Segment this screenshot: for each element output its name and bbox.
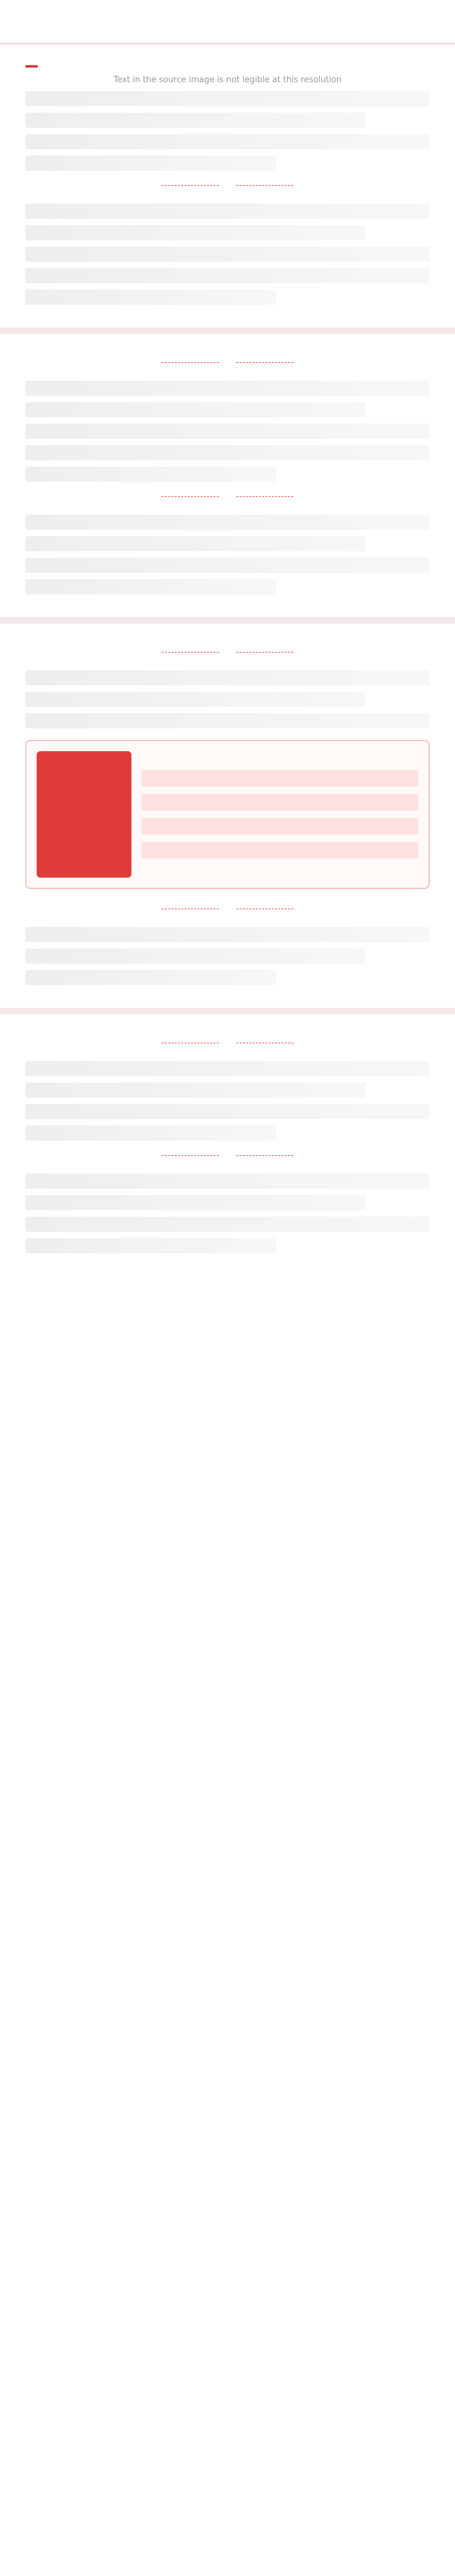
paragraph-placeholder xyxy=(25,1083,365,1098)
paragraph-placeholder xyxy=(25,1174,430,1189)
paragraph-placeholder xyxy=(25,225,365,240)
example-title xyxy=(25,900,430,916)
paragraph-placeholder xyxy=(25,134,430,149)
paragraph-placeholder xyxy=(25,247,430,262)
paragraph-placeholder xyxy=(25,579,276,594)
placeholder-note: Text in the source image is not legible at this resolution xyxy=(113,75,342,85)
section-1 xyxy=(0,44,455,334)
paragraph-placeholder xyxy=(25,381,430,396)
section-3 xyxy=(0,623,455,1014)
paragraph-placeholder xyxy=(25,1061,430,1076)
section-4 xyxy=(0,1014,455,1276)
paragraph-placeholder xyxy=(25,713,430,728)
paragraph-placeholder xyxy=(25,268,430,283)
paragraph-placeholder xyxy=(25,1195,365,1210)
paragraph-placeholder xyxy=(25,467,276,482)
page-header xyxy=(0,0,455,44)
paragraph-placeholder xyxy=(25,515,430,530)
paragraph-placeholder xyxy=(25,204,430,219)
promo-line xyxy=(142,842,418,859)
paragraph-placeholder xyxy=(25,290,276,305)
paragraph-placeholder xyxy=(25,536,365,551)
paragraph-placeholder xyxy=(25,402,365,417)
paragraph-placeholder xyxy=(25,948,365,964)
paragraph-placeholder xyxy=(25,1238,276,1253)
section-label xyxy=(25,65,38,68)
promo-lines xyxy=(142,763,418,866)
paragraph-placeholder xyxy=(25,1104,430,1119)
example-title xyxy=(25,488,430,503)
paragraph-placeholder xyxy=(25,445,430,460)
paragraph-placeholder xyxy=(25,1217,430,1232)
book-cover xyxy=(37,751,131,878)
paragraph-placeholder xyxy=(25,670,430,685)
paragraph-placeholder xyxy=(25,91,430,106)
example-title xyxy=(25,644,430,659)
example-title xyxy=(25,1147,430,1162)
paragraph-placeholder xyxy=(25,558,430,573)
paragraph-placeholder xyxy=(25,970,276,985)
paragraph-placeholder xyxy=(25,113,365,128)
paragraph-placeholder xyxy=(25,1125,276,1141)
paragraph-placeholder xyxy=(25,156,276,171)
example-title xyxy=(25,177,430,192)
section-2 xyxy=(0,334,455,623)
paragraph-placeholder xyxy=(25,692,365,707)
promo-line xyxy=(142,794,418,811)
example-title xyxy=(25,1034,430,1050)
promo-line xyxy=(142,818,418,835)
promo-block[interactable] xyxy=(25,740,430,889)
promo-line xyxy=(142,770,418,787)
example-title xyxy=(25,354,430,369)
paragraph-placeholder xyxy=(25,424,430,439)
paragraph-placeholder xyxy=(25,927,430,942)
